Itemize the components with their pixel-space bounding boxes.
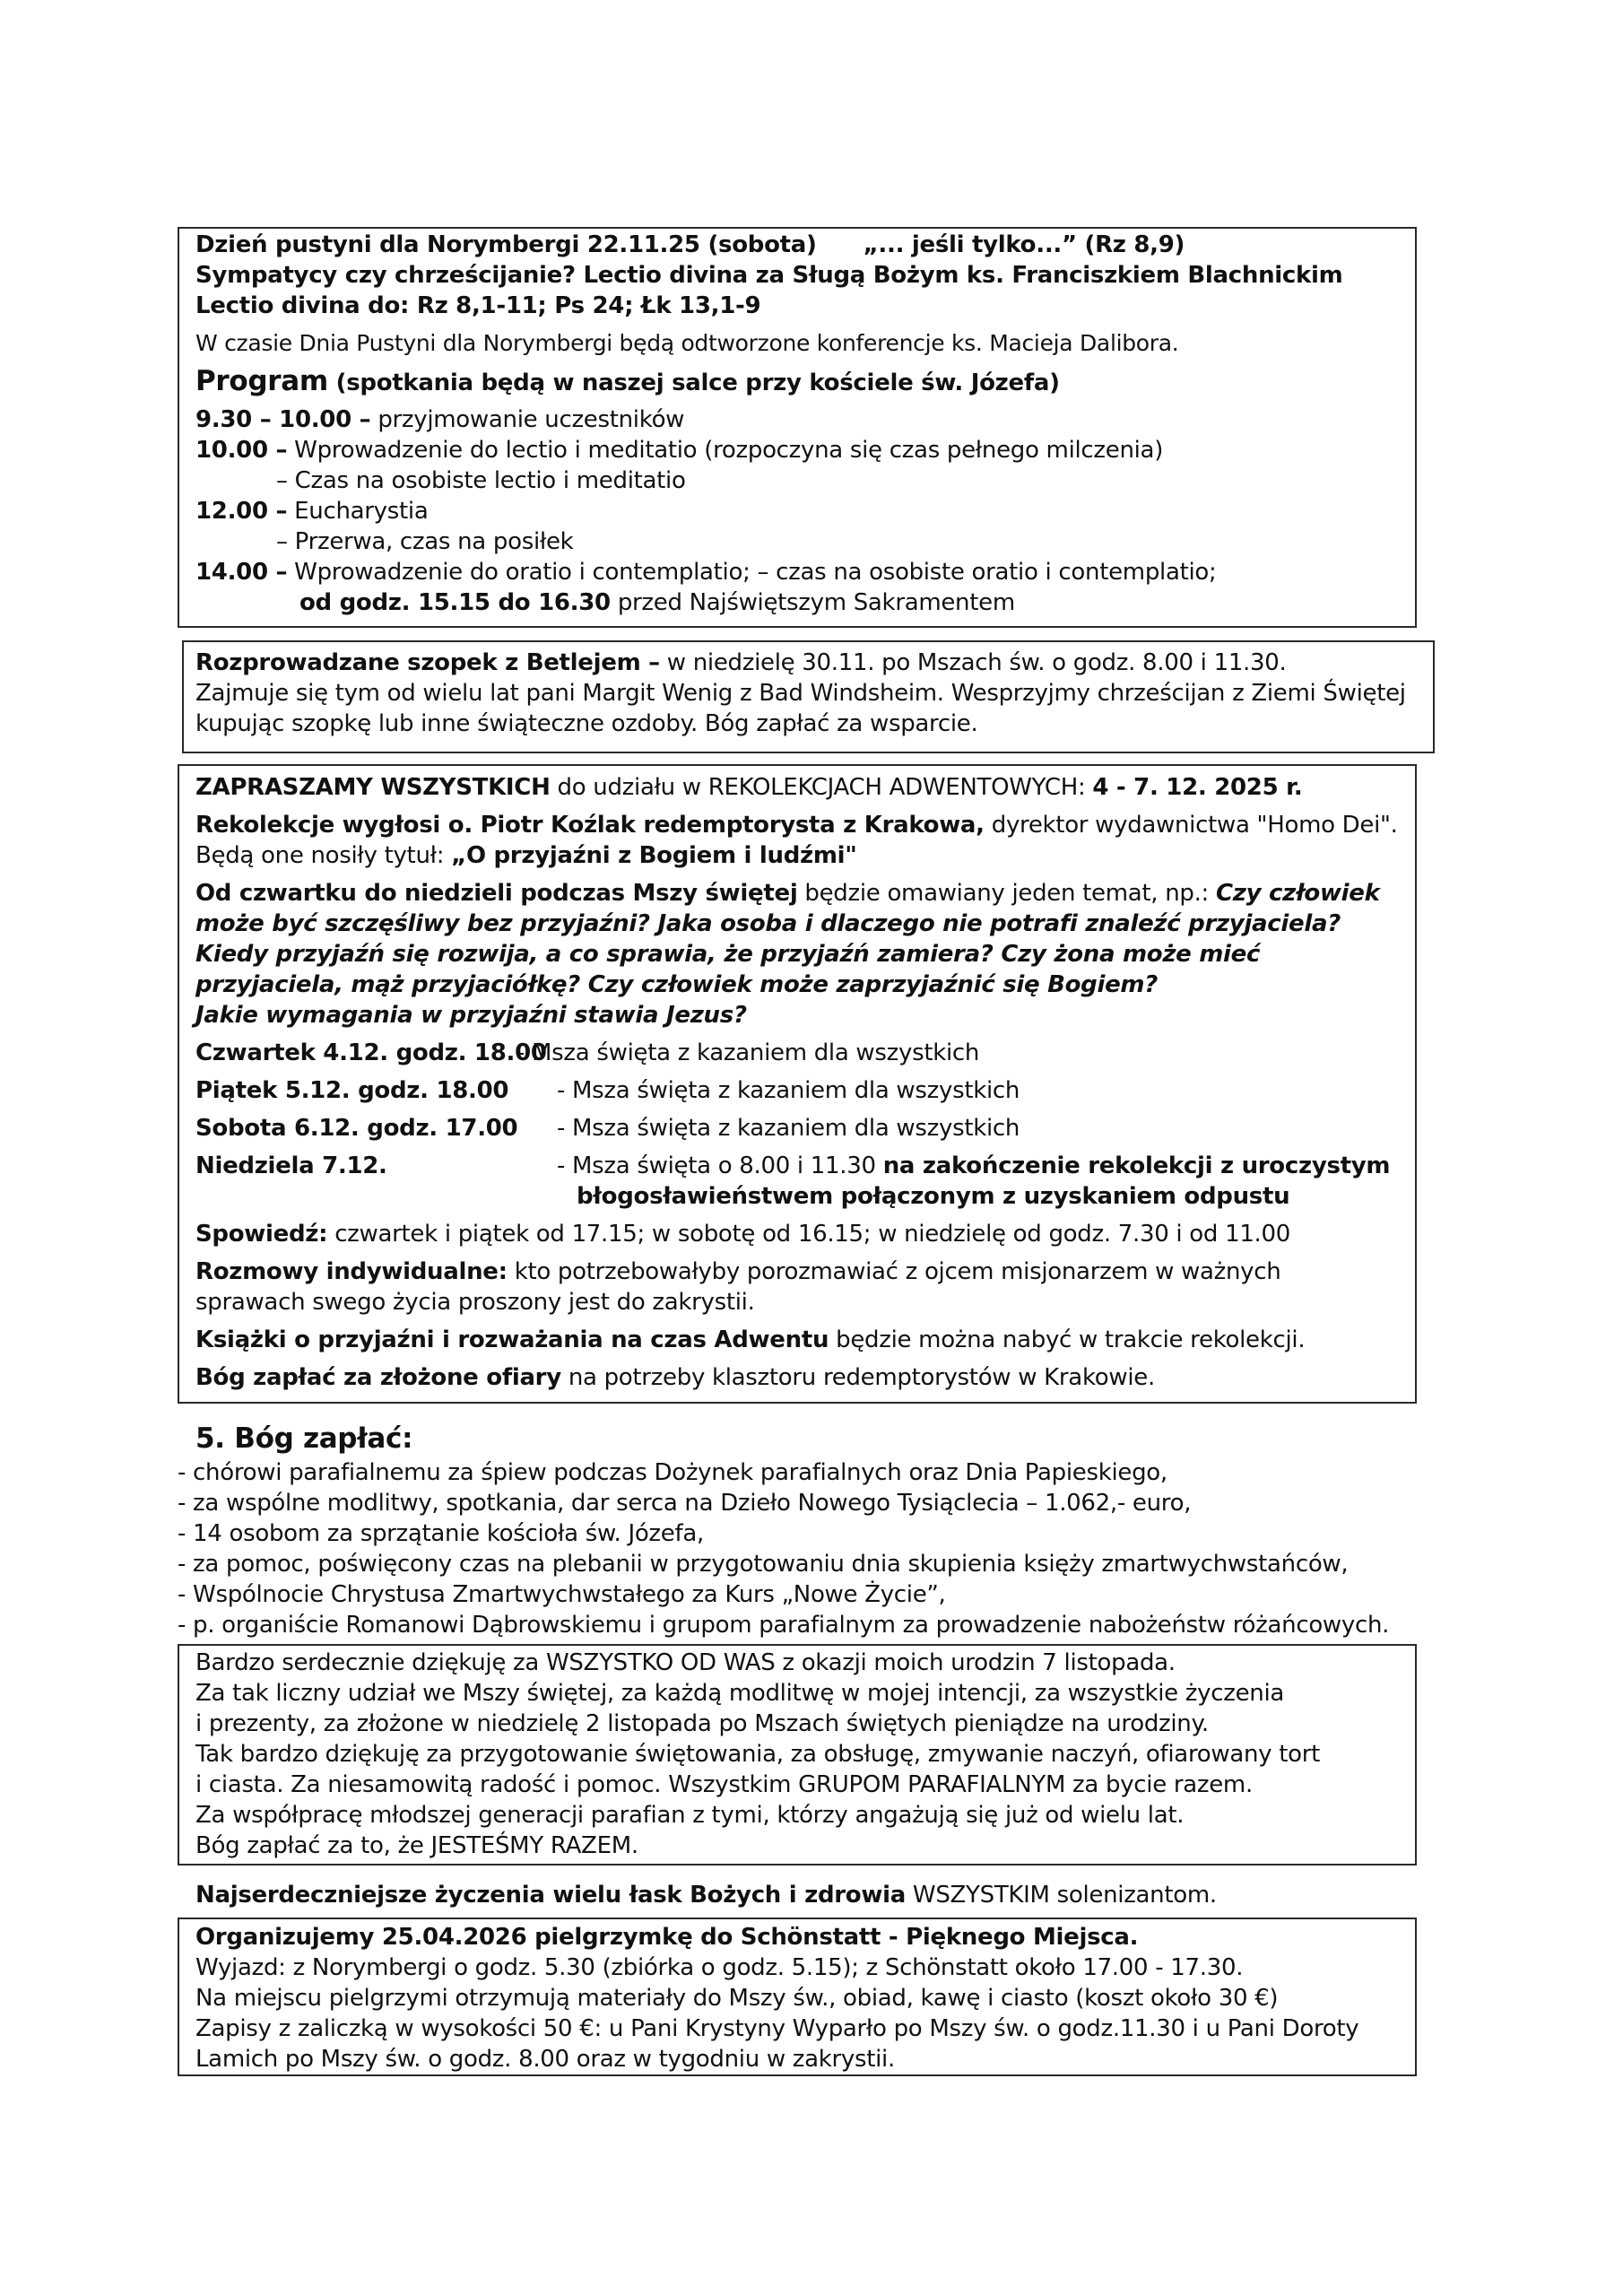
schedule-row — [195, 435, 1163, 465]
schedule-text: przed Najświętszym Sakramentem — [617, 589, 1015, 616]
thanks-item: - 14 osobom za sprzątanie kościoła św. Józefa, — [178, 1520, 704, 1547]
desert-day-title — [195, 230, 1185, 260]
retreat-day: Niedziela 7.12. — [195, 1152, 387, 1179]
sunday-desc: - Msza święta o 8.00 i 11.30 — [557, 1152, 876, 1179]
nativity-title-rest: w niedzielę 30.11. po Mszach św. o godz. 8.00 i 11.30. — [666, 649, 1287, 676]
confession-times: czwartek i piątek od 17.15; w sobotę od 16.15; w niedzielę od godz. 7.30 i od 11.00 — [334, 1221, 1291, 1248]
retreat-dates: 4 - 7. 12. 2025 r. — [1092, 774, 1303, 801]
nativity-line: Zajmuje się tym od wielu lat pani Margit Wenig z Bad Windsheim. Wesprzyjmy chrześcijan z Ziemi Świętej — [195, 680, 1406, 707]
schedule-row — [195, 496, 428, 526]
pilgrimage-line: Na miejscu pielgrzymi otrzymują materiały do Mszy św., obiad, kawę i ciasto (koszt około 30 €) — [195, 1985, 1279, 2012]
retreat-books — [195, 1325, 1305, 1355]
sunday-desc-bold: na zakończenie rekolekcji z uroczystym — [882, 1152, 1391, 1179]
schedule-time: od godz. 15.15 do 16.30 — [299, 589, 611, 616]
retreat-topic — [195, 878, 1380, 909]
schedule-row: – Czas na osobiste lectio i meditatio — [276, 467, 686, 494]
topic-question: może być szczęśliwy bez przyjaźni? Jaka osoba i dlaczego nie potrafi znaleźć przyjaciela? — [195, 910, 1341, 937]
program-heading — [195, 366, 1060, 398]
retreat-preacher — [195, 810, 1398, 840]
books-label: Książki o przyjaźni i rozważania na czas Adwentu — [195, 1326, 829, 1353]
birthday-line: i prezenty, za złożone w niedzielę 2 listopada po Mszach świętych pieniądze na urodziny. — [195, 1710, 1209, 1737]
retreat-invite — [195, 772, 1303, 803]
schedule-text: Eucharystia — [294, 498, 429, 525]
birthday-line: Bóg zapłać za to, że JESTEŚMY RAZEM. — [195, 1832, 638, 1859]
birthday-line: Bardzo serdecznie dziękuję za WSZYSTKO OD WAS z okazji moich urodzin 7 listopada. — [195, 1649, 1176, 1676]
wishes-bold: Najserdeczniejsze życzenia wielu łask Bożych i zdrowia — [195, 1882, 906, 1909]
books-text: będzie można nabyć w trakcie rekolekcji. — [836, 1326, 1306, 1353]
retreat-day: Piątek 5.12. godz. 18.00 — [195, 1077, 509, 1104]
retreat-offerings — [195, 1362, 1155, 1393]
birthday-line: i ciasta. Za niesamowitą radość i pomoc. Wszystkim GRUPOM PARAFIALNYM za bycie razem. — [195, 1771, 1253, 1798]
program-location: (spotkania będą w naszej salce przy kościele św. Józefa) — [335, 370, 1060, 396]
pilgrimage-line: Wyjazd: z Norymbergi o godz. 5.30 (zbiórka o godz. 5.15); z Schönstatt około 17.00 - 17.30. — [195, 1954, 1244, 1981]
thanks-item: - za pomoc, poświęcony czas na plebanii w przygotowaniu dnia skupienia księży zmartwychwstańców, — [178, 1551, 1349, 1578]
desert-day-note: W czasie Dnia Pustyni dla Norymbergi będą odtworzone konferencje ks. Macieja Dalibora. — [195, 330, 1179, 356]
schedule-time: 14.00 – — [195, 559, 288, 586]
schedule-time: 10.00 – — [195, 437, 288, 464]
topic-bold: Od czwartku do niedzieli podczas Mszy świętej — [195, 880, 798, 907]
schedule-row — [195, 557, 1216, 587]
pilgrimage-title: Organizujemy 25.04.2026 pielgrzymkę do Schönstatt - Pięknego Miejsca. — [195, 1924, 1139, 1951]
retreat-title-label: Będą one nosiły tytuł: — [195, 842, 445, 869]
offer-text: na potrzeby klasztoru redemptorystów w Krakowie. — [568, 1364, 1155, 1391]
topic-question: przyjaciela, mąż przyjaciółkę? Czy człowiek może zaprzyjaźnić się Bogiem? — [195, 971, 1159, 998]
topic-question: Kiedy przyjaźń się rozwija, a co sprawia, że przyjaźń zamiera? Czy żona może mieć — [195, 941, 1261, 968]
schedule-text: Wprowadzenie do oratio i contemplatio; – czas na osobiste oratio i contemplatio; — [294, 559, 1217, 586]
pilgrimage-line: Zapisy z zaliczką w wysokości 50 €: u Pani Krystyny Wyparło po Mszy św. o godz.11.30 i u Pani Doroty — [195, 2015, 1359, 2042]
retreat-day-desc: - Msza święta z kazaniem dla wszystkich — [557, 1077, 1020, 1104]
pilgrimage-line: Lamich po Mszy św. o godz. 8.00 oraz w tygodniu w zakrystii. — [195, 2046, 895, 2073]
topic-question: Jakie wymagania w przyjaźni stawia Jezus? — [195, 1002, 747, 1029]
thanks-item: - chórowi parafialnemu za śpiew podczas Dożynek parafialnych oraz Dnia Papieskiego, — [178, 1459, 1167, 1486]
schedule-time: 12.00 – — [195, 498, 288, 525]
schedule-row: – Przerwa, czas na posiłek — [276, 528, 574, 555]
thanks-item: - za wspólne modlitwy, spotkania, dar serca na Dzieło Nowego Tysiąclecia – 1.062,- euro, — [178, 1490, 1192, 1517]
retreat-day-desc — [557, 1151, 1390, 1181]
program-label: Program — [195, 365, 328, 397]
thanks-item: - p. organiście Romanowi Dąbrowskiemu i grupom parafialnym za prowadzenie nabożeństw różańcowych. — [178, 1612, 1390, 1639]
nativity-title — [195, 648, 1286, 678]
retreat-confession — [195, 1219, 1290, 1249]
schedule-time: 9.30 – 10.00 – — [195, 406, 371, 433]
thanks-heading: 5. Bóg zapłać: — [195, 1422, 413, 1455]
preacher-bold: Rekolekcje wygłosi o. Piotr Koźlak redemptorysta z Krakowa, — [195, 812, 985, 839]
desert-day-title-left: Dzień pustyni dla Norymbergi 22.11.25 (sobota) — [195, 231, 817, 258]
retreat-title — [195, 840, 857, 871]
birthday-line: Za tak liczny udział we Mszy świętej, za każdą modlitwę w mojej intencji, za wszystkie życzenia — [195, 1680, 1285, 1707]
schedule-row — [195, 404, 684, 435]
retreat-day-desc: - Msza święta z kazaniem dla wszystkich — [557, 1115, 1020, 1142]
offer-label: Bóg zapłać za złożone ofiary — [195, 1364, 561, 1391]
thanks-item: - Wspólnocie Chrystusa Zmartwychwstałego za Kurs „Nowe Życie”, — [178, 1581, 946, 1608]
retreat-invite-rest: do udziału w REKOLEKCJACH ADWENTOWYCH: — [557, 774, 1086, 801]
birthday-line: Tak bardzo dziękuję za przygotowanie świętowania, za obsługę, zmywanie naczyń, ofiarowany tort — [195, 1741, 1320, 1768]
topic-question: Czy człowiek — [1215, 880, 1380, 907]
nativity-title-bold: Rozprowadzane szopek z Betlejem – — [195, 649, 660, 676]
desert-day-subtitle: Sympatycy czy chrześcijanie? Lectio divina za Sługą Bożym ks. Franciszkiem Blachnickim — [195, 262, 1343, 289]
schedule-text: Wprowadzenie do lectio i meditatio (rozpoczyna się czas pełnego milczenia) — [294, 437, 1164, 464]
schedule-text: przyjmowanie uczestników — [378, 406, 685, 433]
schedule-row — [299, 587, 1015, 618]
wishes-rest: WSZYSTKIM solenizantom. — [912, 1882, 1217, 1909]
retreat-day: Czwartek 4.12. godz. 18.00 — [195, 1039, 547, 1066]
nativity-line: kupując szopkę lub inne świąteczne ozdoby. Bóg zapłać za wsparcie. — [195, 710, 978, 737]
retreat-day-desc: - Msza święta z kazaniem dla wszystkich — [516, 1039, 980, 1066]
preacher-rest: dyrektor wydawnictwa "Homo Dei". — [991, 812, 1398, 839]
retreat-invite-bold: ZAPRASZAMY WSZYSTKICH — [195, 774, 551, 801]
desert-day-readings: Lectio divina do: Rz 8,1-11; Ps 24; Łk 13,1-9 — [195, 292, 761, 319]
wishes-line — [195, 1880, 1217, 1910]
retreat-day: Sobota 6.12. godz. 17.00 — [195, 1115, 518, 1142]
talks-text: kto potrzebowałyby porozmawiać z ojcem misjonarzem w ważnych — [514, 1258, 1281, 1285]
topic-rest: będzie omawiany jeden temat, np.: — [804, 880, 1210, 907]
retreat-talks-cont: sprawach swego życia proszony jest do zakrystii. — [195, 1289, 755, 1316]
retreat-title-value: „O przyjaźni z Bogiem i ludźmi" — [451, 842, 857, 869]
confession-label: Spowiedź: — [195, 1221, 328, 1248]
sunday-desc-cont: błogosławieństwem połączonym z uzyskaniem odpustu — [577, 1183, 1290, 1210]
retreat-talks — [195, 1257, 1280, 1287]
birthday-line: Za współpracę młodszej generacji parafian z tymi, którzy angażują się już od wielu lat. — [195, 1802, 1185, 1829]
talks-label: Rozmowy indywidualne: — [195, 1258, 508, 1285]
desert-day-quote: „... jeśli tylko...” (Rz 8,9) — [863, 231, 1185, 258]
